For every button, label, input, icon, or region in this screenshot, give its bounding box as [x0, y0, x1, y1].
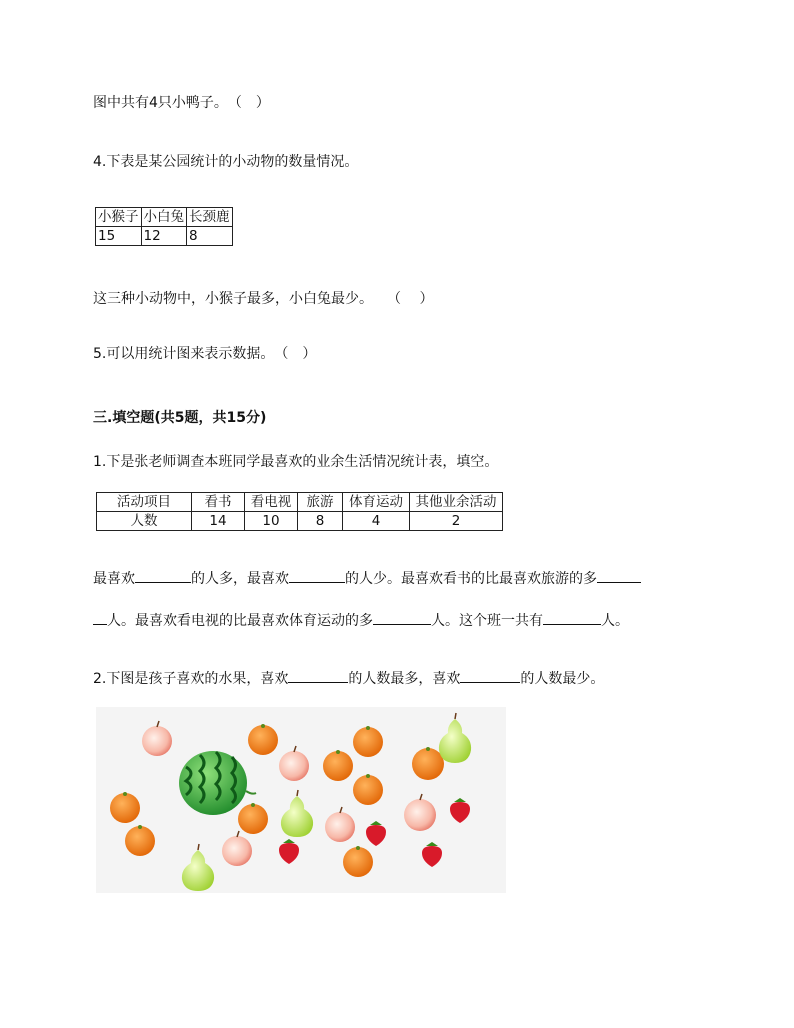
strawberry-icon: [422, 842, 442, 867]
table-cell: 14: [192, 512, 245, 531]
orange-icon: [238, 803, 268, 834]
orange-icon: [323, 750, 353, 781]
table-cell: 长颈鹿: [187, 208, 233, 227]
table-cell: 小白兔: [141, 208, 187, 227]
text: 的人数最多，喜欢: [348, 671, 461, 687]
text: 2.下图是孩子喜欢的水果，喜欢: [93, 671, 289, 687]
text: 的人数最少。: [520, 671, 605, 687]
table-cell: 8: [298, 512, 343, 531]
text: 的人少。最喜欢看书的比最喜欢旅游的多: [345, 571, 597, 587]
table-header-row: [97, 493, 503, 512]
question-4-prompt: 4.下表是某公园统计的小动物的数量情况。: [93, 154, 359, 170]
orange-icon: [353, 774, 383, 805]
table-cell: 8: [187, 227, 233, 246]
apple-icon: [404, 794, 436, 831]
strawberry-icon: [450, 798, 470, 823]
strawberry-icon: [279, 839, 299, 864]
fill-1-line-2: [93, 610, 629, 631]
watermelon-icon: [179, 751, 256, 815]
fill-1-prompt: 1.下是张老师调查本班同学最喜欢的业余生活情况统计表，填空。: [93, 454, 499, 470]
strawberry-icon: [366, 821, 386, 846]
apple-icon: [142, 721, 172, 756]
answer-blank[interactable]: [543, 610, 601, 625]
table-row: [96, 227, 233, 246]
question-4-statement: 这三种小动物中，小猴子最多，小白兔最少。 （ ）: [93, 291, 434, 307]
table-cell: 看电视: [245, 493, 298, 512]
text: 人。最喜欢看电视的比最喜欢体育运动的多: [107, 613, 373, 629]
table-header-row: [96, 208, 233, 227]
pear-icon: [182, 844, 214, 891]
answer-blank[interactable]: [93, 610, 107, 625]
table-cell: 10: [245, 512, 298, 531]
table-row: [97, 512, 503, 531]
table-cell: 体育运动: [343, 493, 410, 512]
answer-blank[interactable]: [460, 668, 520, 683]
fruit-svg: [96, 707, 506, 893]
table-cell: 活动项目: [97, 493, 192, 512]
pear-icon: [281, 790, 313, 837]
pear-icon: [439, 713, 471, 763]
table-cell: 其他业余活动: [410, 493, 503, 512]
section-3-title: 三.填空题(共5题，共15分): [93, 410, 267, 426]
question-3-tail: 图中共有4只小鸭子。 （ ）: [93, 95, 270, 111]
table-cell: 2: [410, 512, 503, 531]
table-cell: 15: [96, 227, 142, 246]
hobby-stats-table: [96, 492, 503, 531]
apple-icon: [222, 831, 252, 866]
answer-blank[interactable]: [597, 568, 641, 583]
orange-icon: [110, 792, 140, 823]
apple-icon: [325, 807, 355, 842]
orange-icon: [343, 846, 373, 877]
table-cell: 人数: [97, 512, 192, 531]
text: 最喜欢: [93, 571, 135, 587]
text: 的人多，最喜欢: [191, 571, 289, 587]
table-cell: 12: [141, 227, 187, 246]
orange-icon: [353, 726, 383, 757]
table-cell: 看书: [192, 493, 245, 512]
table-cell: 小猴子: [96, 208, 142, 227]
apple-icon: [279, 746, 309, 781]
answer-blank[interactable]: [289, 568, 345, 583]
answer-blank[interactable]: [373, 610, 431, 625]
fruit-illustration: [96, 707, 506, 893]
text: 人。: [601, 613, 629, 629]
text: 人。这个班一共有: [431, 613, 543, 629]
question-5: 5.可以用统计图来表示数据。 （ ）: [93, 346, 317, 362]
animal-count-table: [95, 207, 233, 246]
table-cell: 旅游: [298, 493, 343, 512]
orange-icon: [412, 747, 444, 780]
answer-blank[interactable]: [135, 568, 191, 583]
orange-icon: [248, 724, 278, 755]
fill-1-line-1: [93, 568, 641, 589]
fill-2-prompt: [93, 668, 604, 689]
table-cell: 4: [343, 512, 410, 531]
orange-icon: [125, 825, 155, 856]
answer-blank[interactable]: [288, 668, 348, 683]
